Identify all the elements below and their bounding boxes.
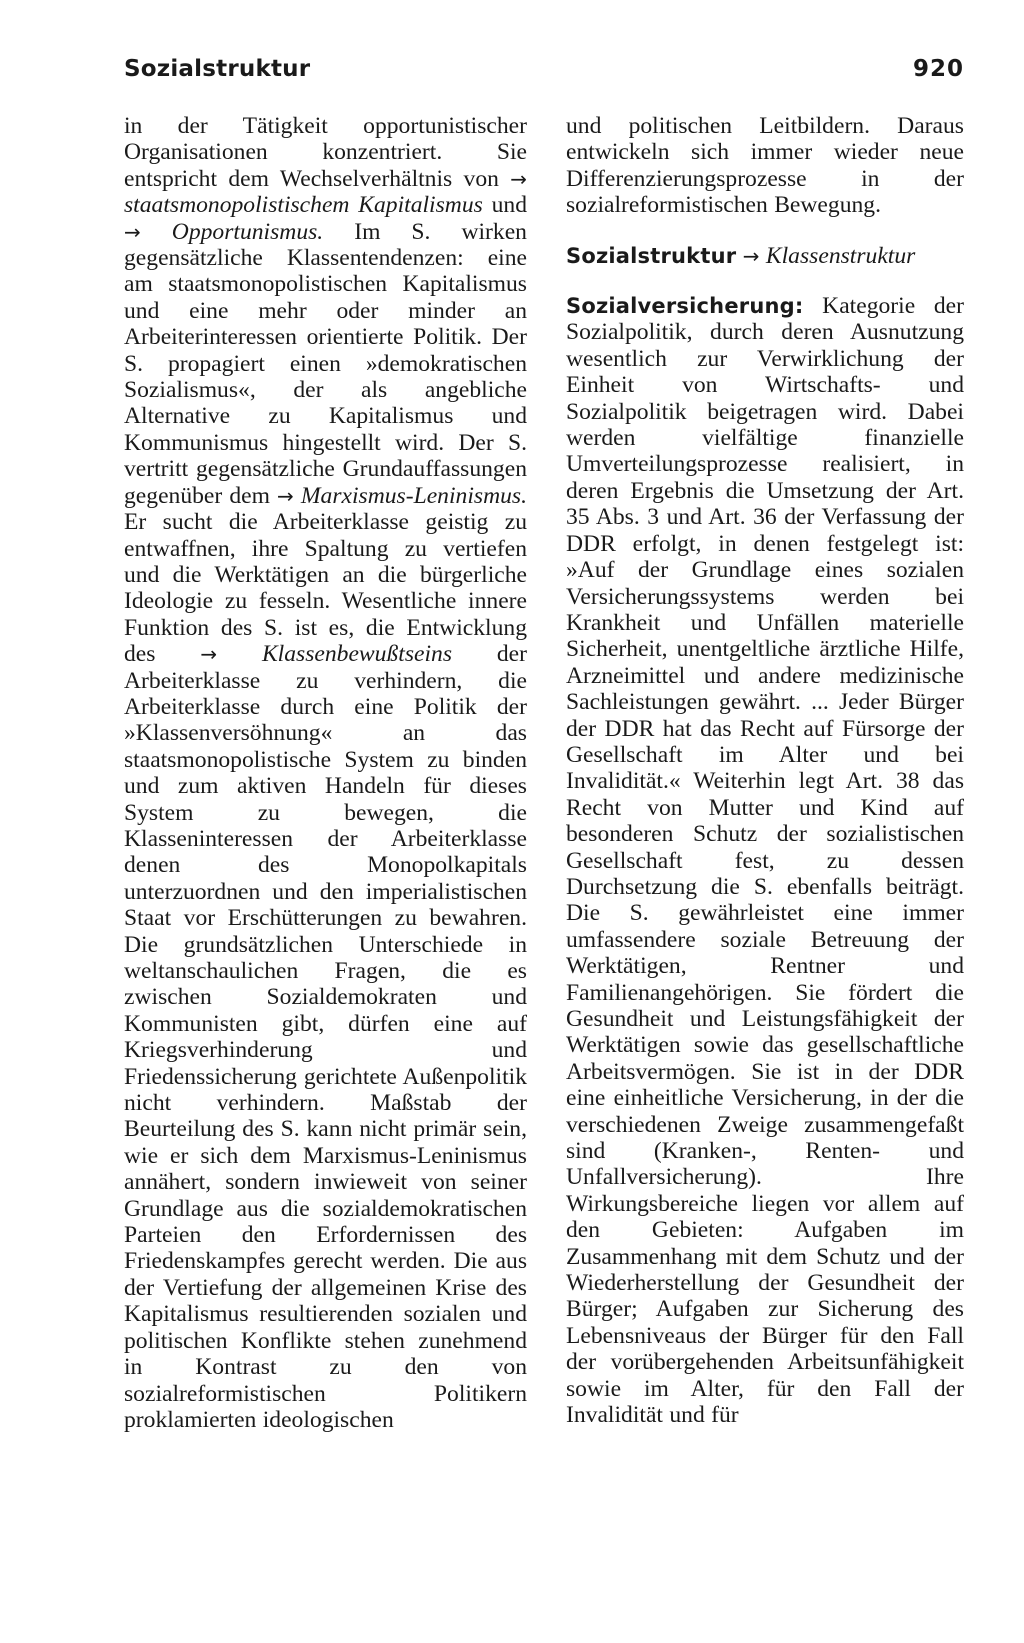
running-head: [124, 56, 964, 92]
entry-keyword: Sozialversicherung:: [566, 294, 804, 319]
running-head-title: Sozialstruktur: [124, 56, 311, 82]
entry-continuation-paragraph: [566, 113, 964, 219]
entry-sozialversicherung: [566, 293, 964, 1428]
cross-reference: Klassenbewußtseins: [261, 641, 453, 668]
cross-reference-arrow-icon: →: [742, 243, 760, 268]
body-text: Kategorie der Sozialpolitik, durch deren Ausnutzung wesentlich zur Verwirklichung der Einheit von Wirtschafts- und Sozialpolitik beigetragen wird. Dabei werden vielfältige finanzielle Umverteilungsprozesse realisiert, in deren Ergebnis die Umsetzung der Art. 35 Abs. 3 und Art. 36 der Verfassung der DDR erfolgt, in denen festgelegt ist: »Auf der Grundlage eines sozialen Versicherungssystems werden bei Krankheit und Unfällen materielle Sicherheit, unentgeltliche ärztliche Hilfe, Arzneimittel und andere medizinische Sachleistungen gewährt. ... Jeder Bürger der DDR hat das Recht auf Fürsorge der Gesellschaft im Alter und bei Invalidität.« Weiterhin legt Art. 38 das Recht von Mutter und Kind auf besonderen Schutz der sozialistischen Gesellschaft fest, zu dessen Durchsetzung die S. ebenfalls beiträgt. Die S. gewährleistet eine immer umfassendere soziale Betreuung der Werktätigen, Rentner und Familienangehörigen. Sie fördert die Gesundheit und Leistungsfähigkeit der Werktätigen sowie das gesellschaftliche Arbeitsvermögen. Sie ist in der DDR eine einheitliche Versicherung, in der die verschiedenen Zweige zusammengefaßt sind (Kranken-, Renten- und Unfallversicherung). Ihre Wirkungsbereiche liegen vor allem auf den Gebieten: Aufgaben im Zusammenhang mit dem Schutz und der Wiederherstellung der Gesundheit der Bürger; Aufgaben zur Sicherung des Lebensniveaus der Bürger für den Fall der vorübergehenden Arbeitsunfähigkeit sowie im Alter, für den Fall der Invalidität und für: [566, 293, 964, 1429]
page-number: 920: [912, 56, 964, 82]
entry-spacer: [566, 219, 964, 243]
body-text: Im S. wirken gegensätzliche Klassentendenzen: eine am staatsmonopolistischen Kapitalismus und eine mehr oder minder an Arbeiterinteressen orientierte Politik. Der S. propagiert einen »demokratischen Sozialismus«, der als angebliche Alternative zu Kapitalismus und Kommunismus hingestellt wird. Der S. vertritt gegensätzliche Grundauffassungen gegenüber dem: [124, 218, 527, 509]
body-text: der Arbeiterklasse zu verhindern, die Arbeiterklasse durch eine Politik der »Klassenversöhnung« an das staatsmonopolistische System zu binden und zum aktiven Handeln für dieses System zu bewegen, die Klasseninteressen der Arbeiterklasse denen des Monopolkapitals unterzuordnen und den imperialistischen Staat vor Erschütterungen zu bewahren. Die grundsätzlichen Unterschiede in weltanschaulichen Fragen, die es zwischen Sozialdemokraten und Kommunisten gibt, dürfen eine auf Kriegsverhinderung und Friedenssicherung gerichtete Außenpolitik nicht verhindern. Maßstab der Beurteilung des S. kann nicht primär sein, wie er sich dem Marxismus-Leninismus annähert, sondern inwieweit von seiner Grundlage aus die sozialdemokratischen Parteien den Erfordernissen des Friedenskampfes gerecht werden. Die aus der Vertiefung der allgemeinen Krise des Kapitalismus resultierenden sozialen und politischen Konflikte stehen zunehmend in Kontrast zu den von sozialreformistischen Politikern proklamierten ideologischen: [124, 641, 527, 1433]
cross-reference: Klassenstruktur: [765, 242, 916, 269]
body-text: und politischen Leitbildern. Daraus entwickeln sich immer wieder neue Differenzierungsprozesse in der sozialreformistischen Bewegung.: [566, 113, 964, 219]
cross-reference-arrow-icon: →: [200, 642, 218, 667]
body-text: in der Tätigkeit opportunistischer Organisationen konzentriert. Sie entspricht dem Wechselverhältnis von: [124, 113, 527, 192]
cross-reference: Opportunismus.: [171, 218, 324, 245]
left-column: [124, 113, 527, 1433]
entry-keyword: Sozialstruktur: [566, 243, 737, 268]
body-text: Er sucht die Arbeiterklasse geistig zu entwaffnen, ihre Spaltung zu vertiefen und die Werktätigen an die bürgerliche Ideologie zu fesseln. Wesentliche innere Funktion des S. ist es, die Entwicklung des: [124, 509, 527, 668]
entry-sozialstruktur: [566, 243, 964, 269]
cross-reference: staatsmonopolistischem Kapitalismus: [124, 192, 483, 219]
cross-reference-arrow-icon: →: [277, 483, 294, 508]
entry-spacer: [566, 269, 964, 293]
right-column: [566, 113, 964, 1429]
cross-reference: Marxismus-Leninismus.: [300, 482, 527, 509]
body-text: und: [482, 192, 527, 219]
cross-reference-arrow-icon: →: [510, 166, 527, 191]
cross-reference-arrow-icon: →: [124, 219, 141, 244]
entry-continuation-paragraph: [124, 113, 527, 1433]
